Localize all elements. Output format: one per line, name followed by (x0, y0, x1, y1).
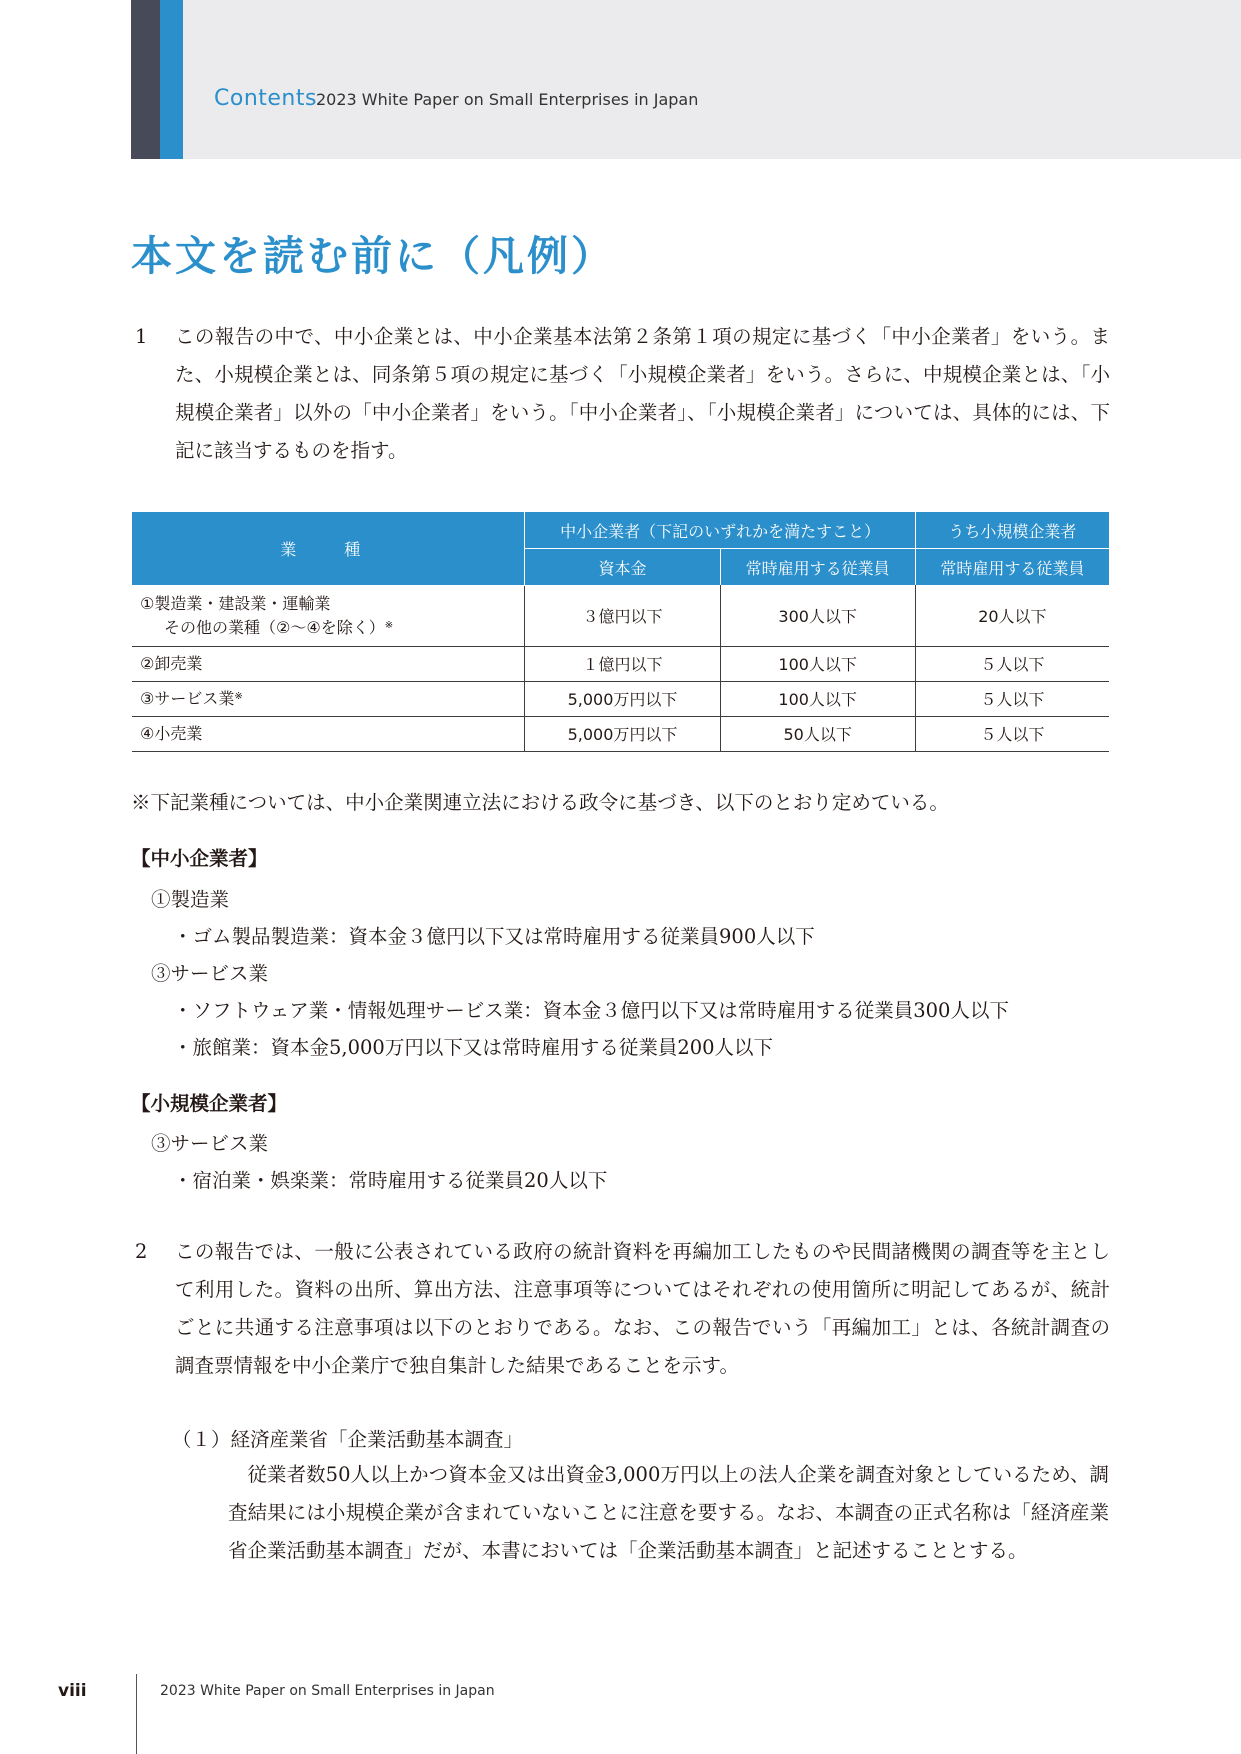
paragraph-1 (131, 318, 1110, 470)
survey-description: 従業者数50人以上かつ資本金又は出資金3,000万円以上の法人企業を調査対象としているため、調査結果には小規模企業が含まれていないことに注意を要する。なお、本調査の正式名称は「経済産業省企業活動基本調査」だが、本書においては「企業活動基本調査」と記述することとする。 (228, 1463, 1109, 1562)
small-employees-cell: ５人以下 (915, 716, 1109, 751)
header-band (131, 0, 1241, 159)
industry-label: ②卸売業 (140, 653, 203, 673)
employees-cell: 100人以下 (720, 681, 915, 716)
paragraph-number: 1 (135, 325, 148, 348)
industry-label: ④小売業 (140, 723, 203, 743)
employees-cell: 100人以下 (720, 646, 915, 681)
header-capital: 資本金 (525, 549, 720, 586)
paragraph-text: この報告の中で、中小企業とは、中小企業基本法第２条第１項の規定に基づく「中小企業者」をいう。また、小規模企業とは、同条第５項の規定に基づく「小規模企業者」をいう。さらに、中規模企業とは、「小規模企業者」以外の「中小企業者」をいう。「中小企業者」、「小規模企業者」については、具体的には、下記に該当するものを指す。 (175, 325, 1110, 462)
table-row (132, 646, 1109, 681)
paragraph-text: この報告では、一般に公表されている政府の統計資料を再編加工したものや民間諸機関の調査等を主として利用した。資料の出所、算出方法、注意事項等についてはそれぞれの使用箇所に明記してあるが、統計ごとに共通する注意事項は以下のとおりである。なお、この報告でいう「再編加工」とは、各統計調査の調査票情報を中小企業庁で独自集計した結果であることを示す。 (175, 1240, 1110, 1377)
capital-cell: 5,000万円以下 (525, 716, 720, 751)
header-employees: 常時雇用する従業員 (720, 549, 915, 586)
survey-heading: （１）経済産業省「企業活動基本調査」 (172, 1428, 524, 1451)
industry-cell (132, 681, 525, 716)
page-number: viii (58, 1681, 87, 1701)
header-contents-label: Contents (214, 86, 317, 111)
header-small-employees: 常時雇用する従業員 (915, 549, 1109, 586)
sme-item-rubber: ・ゴム製品製造業：資本金３億円以下又は常時雇用する従業員900人以下 (173, 925, 815, 948)
header-industry: 業 種 (132, 512, 525, 585)
paragraph-2 (131, 1233, 1110, 1385)
sme-item-manufacturing: ①製造業 (151, 888, 230, 911)
note-mark: ※ (384, 619, 394, 631)
small-employees-cell: ５人以下 (915, 646, 1109, 681)
employees-cell: 300人以下 (720, 585, 915, 646)
industry-cell (132, 585, 525, 646)
header-sme: 中小企業者（下記のいずれかを満たすこと） (525, 512, 915, 549)
industry-line: ①製造業・建設業・運輸業 (140, 593, 331, 613)
small-employees-cell: ５人以下 (915, 681, 1109, 716)
capital-cell: 5,000万円以下 (525, 681, 720, 716)
header-title: 2023 White Paper on Small Enterprises in Japan (316, 90, 699, 109)
sme-definition-table (132, 512, 1109, 752)
page-title: 本文を読む前に（凡例） (131, 232, 615, 280)
small-employees-cell: 20人以下 (915, 585, 1109, 646)
small-item-lodging: ・宿泊業・娯楽業：常時雇用する従業員20人以下 (173, 1169, 608, 1192)
header-accent-blue (160, 0, 183, 159)
paragraph-number: 2 (135, 1240, 148, 1263)
header-accent-dark (131, 0, 160, 159)
sme-item-services: ③サービス業 (151, 962, 269, 985)
small-item-services: ③サービス業 (151, 1132, 269, 1155)
capital-cell: ３億円以下 (525, 585, 720, 646)
sme-heading: 【中小企業者】 (131, 847, 268, 870)
note-mark: ※ (234, 690, 243, 702)
employees-cell: 50人以下 (720, 716, 915, 751)
footer-divider (136, 1674, 137, 1754)
sme-item-inn: ・旅館業：資本金5,000万円以下又は常時雇用する従業員200人以下 (173, 1036, 774, 1059)
capital-cell: １億円以下 (525, 646, 720, 681)
table-note: ※下記業種については、中小企業関連立法における政令に基づき、以下のとおり定めている。 (131, 791, 949, 814)
table-row (132, 681, 1109, 716)
industry-cell (132, 646, 525, 681)
table-row (132, 716, 1109, 751)
sme-item-software: ・ソフトウェア業・情報処理サービス業：資本金３億円以下又は常時雇用する従業員300人以下 (173, 999, 1009, 1022)
industry-line: その他の業種（②～④を除く） (164, 617, 385, 637)
industry-label: ③サービス業 (140, 688, 235, 708)
industry-cell (132, 716, 525, 751)
table-row (132, 585, 1109, 646)
header-small-enterprise: うち小規模企業者 (915, 512, 1109, 549)
footer-title: 2023 White Paper on Small Enterprises in Japan (160, 1683, 495, 1699)
small-enterprise-heading: 【小規模企業者】 (131, 1092, 288, 1115)
